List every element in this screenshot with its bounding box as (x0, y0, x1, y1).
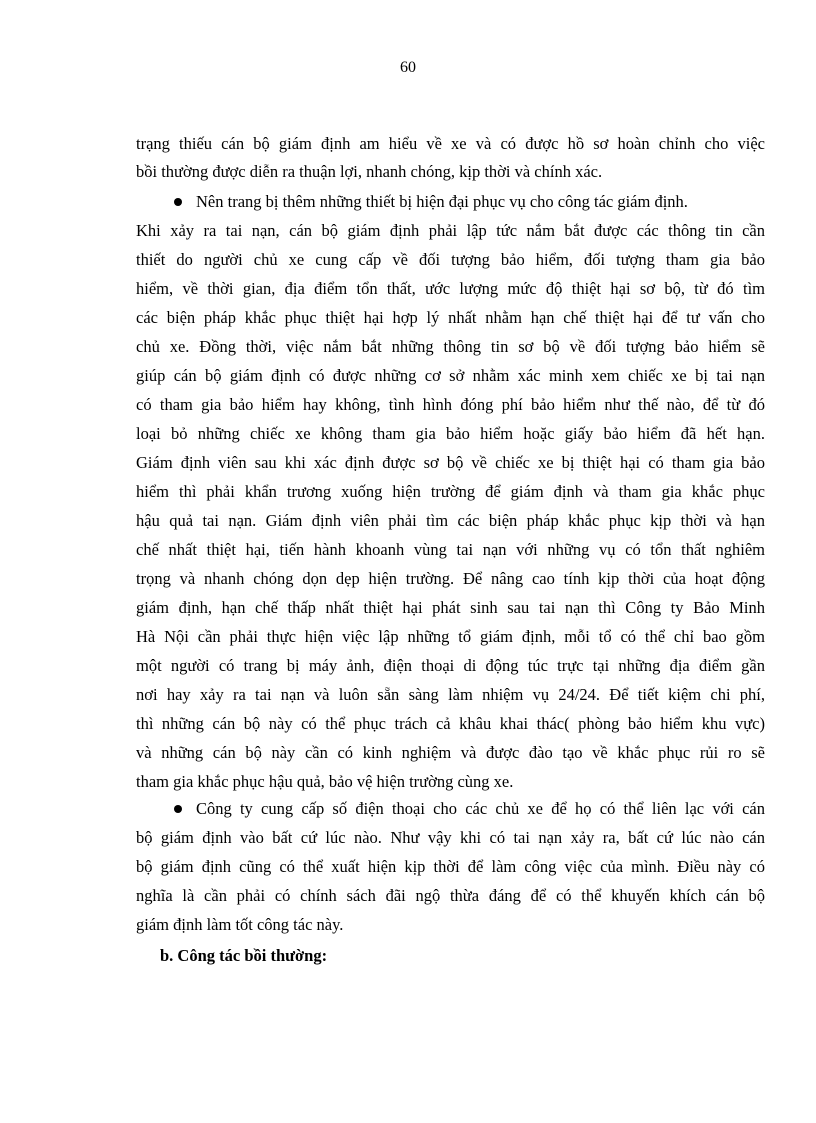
text-line: và những cán bộ này cần có kinh nghiệm và được đào tạo về khắc phục rủi ro sẽ (136, 743, 765, 762)
text-line: hậu quả tai nạn. Giám định viên phải tìm các biện pháp khắc phục kịp thời và hạn (136, 511, 765, 530)
text-line: một người có trang bị máy ảnh, điện thoại di động túc trực tại những địa điểm gần (136, 656, 765, 675)
text-line: bộ giám định cũng có thể xuất hiện kịp thời để làm công việc của mình. Điều này có (136, 857, 765, 876)
text-line: giám định làm tốt công tác này. (136, 915, 344, 934)
text-line: giám định, hạn chế thấp nhất thiệt hại phát sinh sau tai nạn thì Công ty Bảo Minh (136, 598, 765, 617)
text-line: Khi xảy ra tai nạn, cán bộ giám định phải lập tức nắm bắt được các thông tin cần (136, 221, 765, 240)
text-line: bồi thường được diễn ra thuận lợi, nhanh chóng, kịp thời và chính xác. (136, 162, 603, 181)
bullet-icon (174, 198, 182, 206)
section-heading: b. Công tác bồi thường: (160, 946, 328, 965)
text-line: Hà Nội cần phải thực hiện việc lập những tổ giám định, mỗi tổ có thể chỉ bao gồm (136, 627, 765, 646)
text-line: chế nhất thiệt hại, tiến hành khoanh vùng tai nạn với những vụ có tổn thất nghiêm (136, 540, 765, 559)
text-line: thì những cán bộ này có thể phục trách cả khâu khai thác( phòng bảo hiểm khu vực) (136, 714, 765, 733)
text-line: loại bỏ những chiếc xe không tham gia bảo hiểm hoặc giấy bảo hiểm đã hết hạn. (136, 424, 765, 443)
text-line: tham gia khắc phục hậu quả, bảo vệ hiện trường cùng xe. (136, 772, 514, 791)
text-line: các biện pháp khắc phục thiệt hại hợp lý nhất nhằm hạn chế thiệt hại để tư vấn cho (136, 308, 765, 327)
text-line: trọng và nhanh chóng dọn dẹp hiện trường. Để nâng cao tính kịp thời của hoạt động (136, 569, 765, 588)
text-line: nghĩa là cần phải có chính sách đãi ngộ thừa đáng để có thể khuyến khích cán bộ (136, 886, 765, 905)
text-line: bộ giám định vào bất cứ lúc nào. Như vậy khi có tai nạn xảy ra, bất cứ lúc nào cán (136, 828, 765, 847)
text-line: thiết do người chủ xe cung cấp về đối tượng bảo hiểm, đối tượng tham gia bảo (136, 250, 765, 269)
text-line: Giám định viên sau khi xác định được sơ bộ về chiếc xe bị thiệt hại có tham gia bảo (136, 453, 765, 472)
text-line: Công ty cung cấp số điện thoại cho các chủ xe để họ có thể liên lạc với cán (196, 799, 765, 818)
text-line: hiểm, về thời gian, địa điểm tổn thất, ước lượng mức độ thiệt hại sơ bộ, từ đó tìm (136, 279, 765, 298)
text-line: có tham gia bảo hiểm hay không, tình hình đóng phí bảo hiểm như thế nào, để từ đó (136, 395, 765, 414)
text-line: giúp cán bộ giám định có được những cơ sở nhằm xác minh xem chiếc xe bị tai nạn (136, 366, 765, 385)
text-line: Nên trang bị thêm những thiết bị hiện đại phục vụ cho công tác giám định. (196, 192, 688, 211)
text-line: nơi hay xảy ra tai nạn và luôn sẵn sàng làm nhiệm vụ 24/24. Để tiết kiệm chi phí, (136, 685, 765, 704)
page-number: 60 (400, 59, 416, 76)
text-line: trạng thiếu cán bộ giám định am hiểu về xe và có được hồ sơ hoàn chỉnh cho việc (136, 134, 765, 153)
text-line: hiểm thì phải khẩn trương xuống hiện trường để giám định và tham gia khắc phục (136, 482, 765, 501)
bullet-icon (174, 805, 182, 813)
text-line: chủ xe. Đồng thời, việc nắm bắt những thông tin sơ bộ về đối tượng bảo hiểm sẽ (136, 337, 765, 356)
